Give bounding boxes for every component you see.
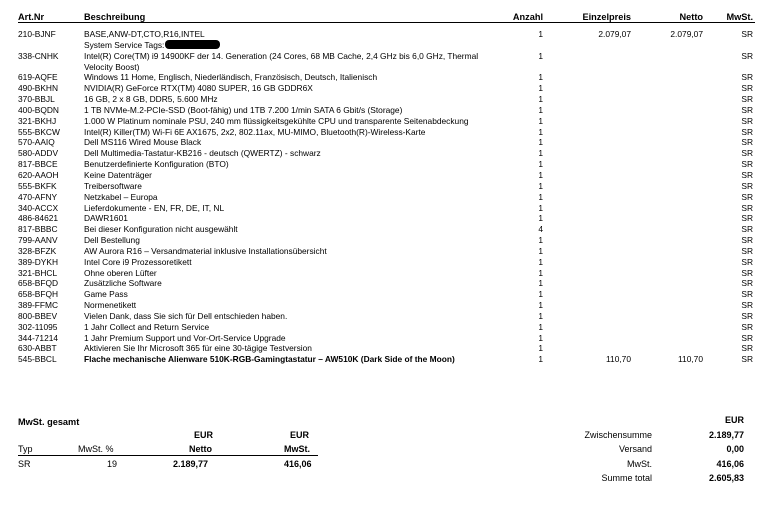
table-row: [0, 29, 773, 51]
item-description: [84, 105, 484, 116]
item-art-nr: 658-BFQH: [18, 289, 59, 300]
item-art-nr: 799-AANV: [18, 235, 58, 246]
header-price: Einzelpreis: [582, 12, 631, 22]
item-description-text: Aktivieren Sie Ihr Microsoft 365 für eine 30-tägige Testversion: [84, 343, 312, 354]
item-description-text: Normenetikett: [84, 300, 137, 311]
item-description-text: Lieferdokumente - EN, FR, DE, IT, NL: [84, 202, 225, 213]
item-quantity: 1: [538, 213, 543, 224]
vat-summary-title: MwSt. gesamt: [18, 417, 80, 427]
shipping-label: Versand: [618, 444, 652, 454]
vat-total-value: 416,06: [716, 459, 744, 469]
table-row: [0, 278, 773, 289]
table-row: [0, 148, 773, 159]
item-description-text: 1 Jahr Collect and Return Service: [84, 321, 210, 332]
item-vat-code: SR: [741, 300, 753, 311]
item-quantity: 1: [538, 115, 543, 126]
item-vat-code: SR: [741, 29, 753, 39]
item-description: [84, 268, 484, 279]
vat-eur-net: EUR: [194, 430, 214, 440]
item-description: [84, 333, 484, 344]
item-vat-code: SR: [741, 235, 753, 246]
item-description-text: AW Aurora R16 – Versandmaterial inklusive Installationsübersicht: [84, 245, 327, 256]
item-description-text: Vielen Dank, dass Sie sich für Dell entschieden haben.: [84, 310, 288, 321]
table-row: [0, 289, 773, 300]
item-quantity: 1: [538, 256, 543, 267]
item-description-text: Dell MS116 Wired Mouse Black: [84, 137, 202, 148]
vat-total-label: MwSt.: [626, 459, 652, 469]
item-description: [84, 127, 484, 138]
item-description: [84, 29, 484, 51]
table-row: [0, 51, 773, 73]
vat-row-net: 2.189,77: [173, 459, 209, 469]
table-row: [0, 127, 773, 138]
item-vat-code: SR: [741, 94, 753, 105]
item-vat-code: SR: [741, 72, 753, 83]
table-row: [0, 300, 773, 311]
header-desc: Beschreibung: [84, 12, 146, 22]
item-description: [84, 72, 484, 83]
table-row: [0, 343, 773, 354]
item-vat-code: SR: [741, 180, 753, 191]
item-quantity: 4: [538, 224, 543, 235]
table-row: [0, 137, 773, 148]
item-description-text: 1.000 W Platinum nominale PSU, 240 mm flüssigkeitsgekühlte CPU und transparente Seitenabdeckung: [84, 115, 469, 126]
item-description: [84, 192, 484, 203]
item-quantity: 1: [538, 50, 543, 61]
table-row: [0, 203, 773, 214]
item-quantity: 1: [538, 310, 543, 321]
item-quantity: 1: [538, 148, 543, 159]
item-description: [84, 300, 484, 311]
item-quantity: 1: [538, 180, 543, 191]
item-description-text: Bei dieser Konfiguration nicht ausgewählt: [84, 224, 238, 235]
item-art-nr: 817-BBCE: [18, 159, 58, 170]
item-quantity: 1: [538, 72, 543, 83]
item-description-text: Netzkabel – Europa: [84, 191, 158, 202]
item-quantity: 1: [538, 278, 543, 289]
item-vat-code: SR: [741, 224, 753, 235]
header-art: Art.Nr: [18, 12, 45, 22]
item-art-nr: 619-AQFE: [18, 72, 58, 83]
table-row: [0, 170, 773, 181]
item-art-nr: 817-BBBC: [18, 224, 58, 235]
table-row: [0, 181, 773, 192]
item-description-text: BASE,ANW-DT,CTO,R16,INTEL: [84, 29, 205, 39]
item-description-text: 1 Jahr Premium Support und Vor-Ort-Service Upgrade: [84, 332, 286, 343]
item-vat-code: SR: [741, 159, 753, 170]
item-description-text: DAWR1601: [84, 213, 128, 224]
item-description: [84, 181, 484, 192]
item-vat-code: SR: [741, 126, 753, 137]
item-vat-code: SR: [741, 332, 753, 343]
vat-row-vat: 416,06: [284, 459, 312, 469]
item-net: 110,70: [678, 354, 703, 365]
vat-col-net: Netto: [189, 444, 212, 454]
item-art-nr: 302-11095: [18, 321, 58, 332]
vat-col-typ: Typ: [18, 444, 33, 454]
item-vat-code: SR: [741, 213, 753, 224]
item-unit-price: 2.079,07: [598, 29, 631, 39]
item-description: [84, 83, 484, 94]
header-qty: Anzahl: [512, 12, 543, 22]
vat-eur-vat: EUR: [290, 430, 310, 440]
item-description: [84, 159, 484, 170]
item-vat-code: SR: [741, 256, 753, 267]
item-description-text: 16 GB, 2 x 8 GB, DDR5, 5.600 MHz: [84, 94, 218, 105]
item-art-nr: 340-ACCX: [18, 202, 59, 213]
item-art-nr: 344-71214: [18, 332, 59, 343]
item-quantity: 1: [538, 354, 543, 365]
item-description: [84, 246, 484, 257]
item-description-text: Intel(R) Killer(TM) Wi-Fi 6E AX1675, 2x2, 802.11ax, MU-MIMO, Bluetooth(R)-Wireless-Karte: [84, 126, 426, 137]
item-description: [84, 257, 484, 268]
item-art-nr: 321-BHCL: [18, 267, 58, 278]
item-description: [84, 51, 484, 73]
redacted-service-tag: [165, 40, 220, 49]
item-art-nr: 389-FFMC: [18, 300, 59, 311]
item-quantity: 1: [538, 104, 543, 115]
item-description: [84, 322, 484, 333]
item-vat-code: SR: [741, 137, 753, 148]
vat-row-rate: 19: [107, 459, 118, 469]
item-quantity: 1: [538, 83, 543, 94]
line-items: [0, 29, 773, 365]
item-description-text: NVIDIA(R) GeForce RTX(TM) 4080 SUPER, 16 GB GDDR6X: [84, 83, 313, 94]
item-description: [84, 235, 484, 246]
item-quantity: 1: [538, 29, 543, 39]
totals-currency: EUR: [724, 415, 744, 425]
item-art-nr: 620-AAOH: [18, 169, 59, 180]
item-art-nr: 490-BKHN: [18, 83, 59, 94]
table-row: [0, 235, 773, 246]
item-description-text: Windows 11 Home, Englisch, Niederländisch, Französisch, Deutsch, Italienisch: [84, 72, 378, 83]
item-vat-code: SR: [741, 191, 753, 202]
item-quantity: 1: [538, 94, 543, 105]
item-quantity: 1: [538, 169, 543, 180]
item-vat-code: SR: [741, 289, 753, 300]
item-description: [84, 278, 484, 289]
item-net: 2.079,07: [670, 29, 703, 39]
header-net: Netto: [679, 12, 703, 22]
item-description: [84, 148, 484, 159]
table-row: [0, 322, 773, 333]
table-row: [0, 268, 773, 279]
item-description-text: Intel(R) Core(TM) i9 14900KF der 14. Generation (24 Cores, 68 MB Cache, 2,4 GHz bis 6,0 GHz, Thermal Velocity Boost): [84, 50, 479, 72]
table-row: [0, 246, 773, 257]
item-description-text: Ohne oberen Lüfter: [84, 267, 157, 278]
table-row: [0, 213, 773, 224]
vat-col-rate: MwSt. %: [78, 444, 114, 454]
table-row: [0, 159, 773, 170]
item-vat-code: SR: [741, 83, 753, 94]
table-row: [0, 116, 773, 127]
vat-divider: [18, 455, 318, 456]
item-art-nr: 630-ABBT: [18, 343, 57, 354]
item-vat-code: SR: [741, 310, 753, 321]
item-art-nr: 800-BBEV: [18, 310, 58, 321]
item-quantity: 1: [538, 245, 543, 256]
item-description: [84, 354, 484, 365]
item-description: [84, 311, 484, 322]
item-art-nr: 580-ADDV: [18, 148, 59, 159]
table-row: [0, 94, 773, 105]
item-quantity: 1: [538, 126, 543, 137]
vat-col-vat: MwSt.: [284, 444, 310, 454]
item-description: [84, 213, 484, 224]
item-quantity: 1: [538, 235, 543, 246]
item-art-nr: 400-BQDN: [18, 104, 59, 115]
item-description: [84, 343, 484, 354]
item-description-text: Dell Multimedia-Tastatur-KB216 - deutsch (QWERTZ) - schwarz: [84, 148, 321, 159]
item-vat-code: SR: [741, 343, 753, 354]
item-art-nr: 470-AFNY: [18, 191, 58, 202]
item-description-text: 1 TB NVMe-M.2-PCIe-SSD (Boot-fähig) und 1TB 7.200 1/min SATA 6 Gbit/s (Storage): [84, 104, 403, 115]
grand-total-label: Summe total: [601, 473, 652, 483]
item-description: [84, 170, 484, 181]
table-row: [0, 257, 773, 268]
item-art-nr: 328-BFZK: [18, 245, 57, 256]
header-divider: [18, 22, 755, 23]
item-art-nr: 658-BFQD: [18, 278, 59, 289]
item-description: [84, 137, 484, 148]
item-vat-code: SR: [741, 50, 753, 61]
table-row: [0, 105, 773, 116]
item-description: [84, 94, 484, 105]
item-vat-code: SR: [741, 104, 753, 115]
table-row: [0, 311, 773, 322]
item-quantity: 1: [538, 202, 543, 213]
subtotal-value: 2.189,77: [708, 430, 744, 440]
item-quantity: 1: [538, 300, 543, 311]
item-vat-code: SR: [741, 115, 753, 126]
item-art-nr: 555-BKFK: [18, 180, 57, 191]
item-quantity: 1: [538, 332, 543, 343]
item-vat-code: SR: [741, 245, 753, 256]
table-row: [0, 333, 773, 344]
item-vat-code: SR: [741, 202, 753, 213]
item-art-nr: 210-BJNF: [18, 29, 56, 39]
item-quantity: 1: [538, 191, 543, 202]
item-art-nr: 545-BBCL: [18, 354, 57, 365]
item-description-text: Intel Core i9 Prozessoretikett: [84, 256, 192, 267]
table-row: [0, 192, 773, 203]
item-quantity: 1: [538, 137, 543, 148]
header-vat: MwSt.: [726, 12, 753, 22]
vat-row-typ: SR: [18, 459, 31, 469]
item-quantity: 1: [538, 159, 543, 170]
item-art-nr: 389-DYKH: [18, 256, 59, 267]
item-vat-code: SR: [741, 267, 753, 278]
item-description: [84, 116, 484, 127]
item-description: [84, 224, 484, 235]
item-quantity: 1: [538, 289, 543, 300]
item-description: [84, 203, 484, 214]
item-description-text: Flache mechanische Alienware 510K-RGB-Gamingtastatur – AW510K (Dark Side of the Moon): [84, 354, 455, 365]
item-art-nr: 370-BBJL: [18, 94, 55, 105]
item-description-text: Treibersoftware: [84, 180, 142, 191]
item-vat-code: SR: [741, 148, 753, 159]
item-description-text: Benutzerdefinierte Konfiguration (BTO): [84, 159, 229, 170]
table-row: [0, 83, 773, 94]
item-description-text: Game Pass: [84, 289, 128, 300]
item-description: [84, 289, 484, 300]
item-vat-code: SR: [741, 354, 753, 365]
table-row: [0, 224, 773, 235]
item-vat-code: SR: [741, 169, 753, 180]
item-unit-price: 110,70: [606, 354, 631, 365]
item-description-text: Keine Datenträger: [84, 169, 152, 180]
item-art-nr: 486-84621: [18, 213, 59, 224]
item-art-nr: 321-BKHJ: [18, 115, 57, 126]
item-art-nr: 338-CNHK: [18, 50, 59, 61]
service-tag-label: System Service Tags:: [84, 39, 165, 50]
item-description-text: Dell Bestellung: [84, 235, 140, 246]
item-quantity: 1: [538, 267, 543, 278]
table-row: [0, 72, 773, 83]
item-art-nr: 555-BKCW: [18, 126, 60, 137]
item-quantity: 1: [538, 343, 543, 354]
grand-total-value: 2.605,83: [708, 473, 744, 483]
table-row: [0, 354, 773, 365]
item-vat-code: SR: [741, 321, 753, 332]
item-art-nr: 570-AAIQ: [18, 137, 55, 148]
item-vat-code: SR: [741, 278, 753, 289]
subtotal-label: Zwischensumme: [584, 430, 652, 440]
shipping-value: 0,00: [726, 444, 744, 454]
item-quantity: 1: [538, 321, 543, 332]
item-description-text: Zusätzliche Software: [84, 278, 162, 289]
